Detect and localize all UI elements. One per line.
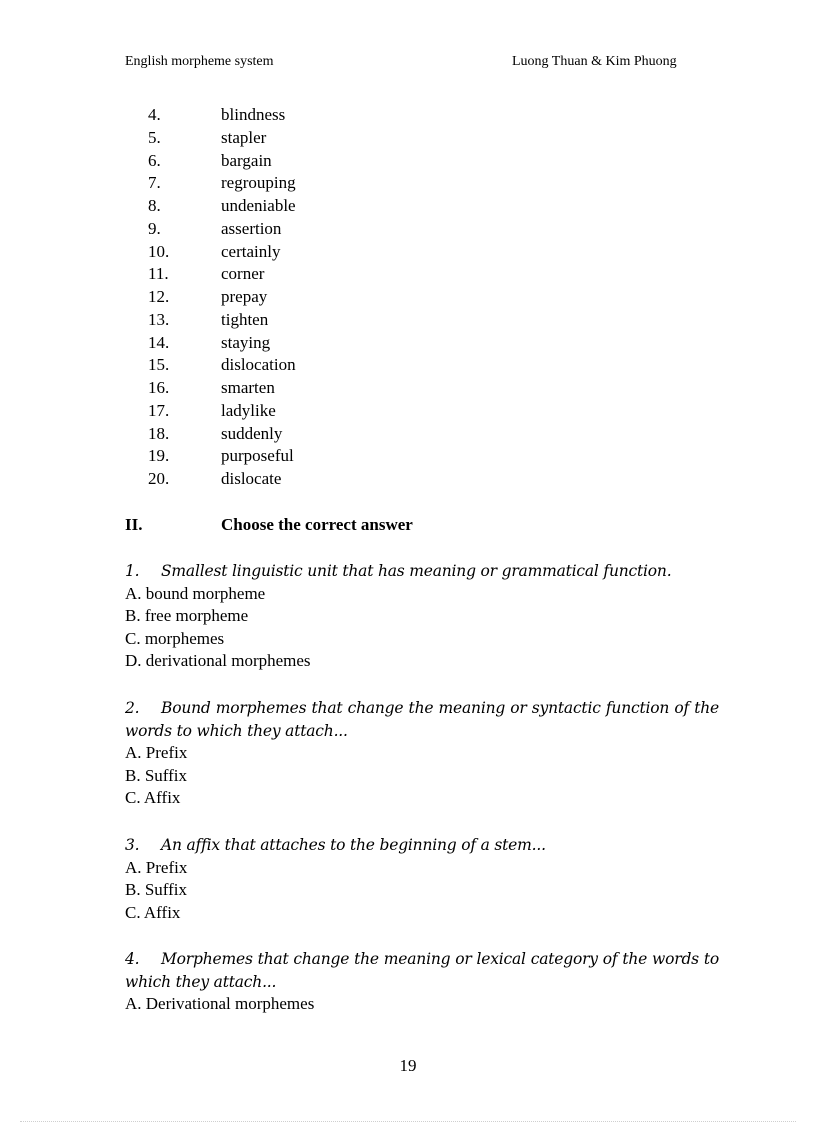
list-item: [0, 354, 816, 377]
list-item: [0, 286, 816, 309]
question-text: Bound morphemes that change the meaning or syntactic function of the words to which they attach...: [125, 699, 719, 740]
item-number: 7.: [148, 173, 161, 193]
list-item: [0, 172, 816, 195]
answer-option: A. Derivational morphemes: [125, 994, 315, 1014]
item-number: 14.: [148, 332, 170, 352]
list-item: [0, 263, 816, 286]
list-item: [0, 468, 816, 491]
item-number: 4.: [148, 105, 161, 124]
question-text: Morphemes that change the meaning or lexical category of the words to which they attach...: [125, 950, 719, 991]
list-item: [0, 445, 816, 468]
item-word: bargain: [221, 150, 272, 170]
answer-option: B. free morpheme: [125, 606, 249, 626]
list-item: [0, 127, 816, 150]
item-word: purposeful: [221, 446, 294, 466]
item-number: 17.: [148, 400, 170, 420]
question-text: An affix that attaches to the beginning of a stem...: [161, 836, 546, 854]
question-stem: [125, 948, 719, 993]
question-stem: [125, 560, 719, 583]
section-number: II.: [125, 515, 143, 534]
answer-option: A. bound morpheme: [125, 583, 266, 603]
answer-option: C. morphemes: [125, 628, 225, 648]
item-word: tighten: [221, 309, 269, 329]
item-number: 13.: [148, 309, 170, 329]
section-title: Choose the correct answer: [221, 515, 413, 534]
answer-option: C. Affix: [125, 902, 181, 922]
item-word: regrouping: [221, 173, 296, 193]
list-item: [0, 309, 816, 332]
item-word: suddenly: [221, 423, 283, 443]
item-word: prepay: [221, 287, 268, 306]
question-1: [125, 560, 719, 673]
list-item: [0, 195, 816, 218]
item-word: certainly: [221, 241, 281, 261]
answer-option: A. Prefix: [125, 857, 188, 877]
question-3: [125, 834, 719, 924]
list-item: [0, 218, 816, 241]
item-word: smarten: [221, 378, 275, 397]
question-stem: [125, 834, 719, 857]
answer-option: D. derivational morphemes: [125, 651, 311, 671]
question-4: [125, 948, 719, 1016]
answer-option: B. Suffix: [125, 880, 188, 900]
list-item: [0, 150, 816, 173]
word-list: [0, 104, 816, 491]
question-number: 4.: [125, 950, 140, 968]
list-item: [0, 104, 816, 127]
question-2: [125, 697, 719, 810]
question-number: 3.: [125, 836, 140, 854]
item-number: 15.: [148, 355, 170, 375]
item-number: 10.: [148, 241, 170, 261]
item-word: dislocate: [221, 469, 282, 488]
item-word: undeniable: [221, 196, 296, 215]
item-number: 5.: [148, 127, 161, 147]
answer-option: C. Affix: [125, 788, 181, 808]
item-number: 9.: [148, 218, 161, 238]
item-number: 18.: [148, 423, 170, 443]
item-word: ladylike: [221, 400, 276, 420]
list-item: [0, 400, 816, 423]
page-number: 19: [399, 1056, 417, 1075]
page-bottom-divider: [20, 1121, 796, 1122]
item-number: 6.: [148, 150, 161, 170]
item-word: dislocation: [221, 355, 296, 375]
running-header-title: English morpheme system: [125, 54, 274, 69]
item-number: 16.: [148, 378, 170, 397]
question-number: 2.: [125, 699, 140, 717]
item-number: 19.: [148, 446, 170, 466]
answer-option: A. Prefix: [125, 743, 188, 763]
answer-option: B. Suffix: [125, 765, 188, 785]
list-item: [0, 377, 816, 400]
item-number: 20.: [148, 469, 170, 488]
item-word: staying: [221, 332, 271, 352]
question-stem: [125, 697, 719, 742]
question-text: Smallest linguistic unit that has meaning or grammatical function.: [161, 562, 672, 580]
running-header-authors: Luong Thuan & Kim Phuong: [512, 54, 677, 69]
item-number: 11.: [148, 264, 169, 284]
list-item: [0, 332, 816, 355]
item-word: stapler: [221, 127, 267, 147]
question-number: 1.: [125, 562, 140, 580]
item-word: corner: [221, 264, 265, 284]
item-word: assertion: [221, 218, 282, 238]
item-word: blindness: [221, 105, 286, 124]
item-number: 8.: [148, 196, 161, 215]
list-item: [0, 241, 816, 264]
list-item: [0, 423, 816, 446]
item-number: 12.: [148, 287, 170, 306]
